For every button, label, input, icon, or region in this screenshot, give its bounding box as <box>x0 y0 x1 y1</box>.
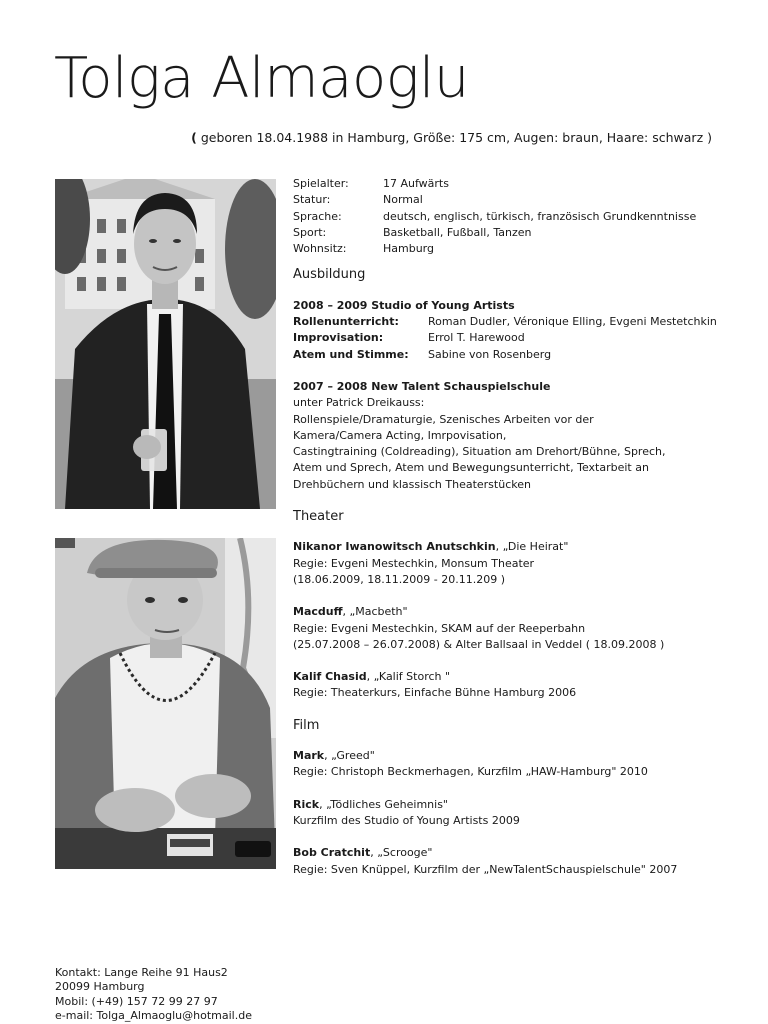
entry-line: (18.06.2009, 18.11.2009 - 20.11.209 ) <box>293 572 505 586</box>
entry-line: Regie: Christoph Beckmerhagen, Kurzfilm „HAW-Hamburg" 2010 <box>293 765 648 779</box>
role-name: Bob Cratchit <box>293 846 371 860</box>
theater-entry <box>293 604 723 653</box>
education-row <box>293 330 723 346</box>
role-name: Kalif Chasid <box>293 670 367 684</box>
info-row <box>293 192 723 208</box>
play-title: , „Macbeth" <box>342 605 408 619</box>
contact-address: Kontakt: Lange Reihe 91 Haus2 <box>55 966 228 979</box>
portrait-photo-cap <box>55 538 276 869</box>
section-heading-theater: Theater <box>293 509 344 525</box>
info-value: Normal <box>383 193 423 207</box>
education-title: 2008 – 2009 Studio of Young Artists <box>293 298 515 312</box>
entry-line: Regie: Theaterkurs, Einfache Bühne Hamburg 2006 <box>293 686 577 700</box>
cv-content <box>293 176 723 894</box>
education-value: Errol T. Harewood <box>428 331 525 345</box>
info-row <box>293 176 723 192</box>
info-label: Wohnsitz: <box>293 242 347 256</box>
film-title: , „Scrooge" <box>370 846 433 860</box>
info-value: Basketball, Fußball, Tanzen <box>383 225 532 239</box>
education-line: unter Patrick Dreikauss: <box>293 396 425 410</box>
education-row <box>293 347 723 363</box>
education-value: Roman Dudler, Véronique Elling, Evgeni Mestetchkin <box>428 315 717 329</box>
portrait-photo-suit <box>55 179 276 509</box>
info-row <box>293 209 723 225</box>
contact-city: 20099 Hamburg <box>55 980 145 994</box>
education-entry <box>293 379 723 493</box>
film-entry <box>293 797 723 830</box>
education-label: Improvisation: <box>293 331 384 345</box>
section-heading-film: Film <box>293 717 320 733</box>
contact-phone: Mobil: (+49) 157 72 99 27 97 <box>55 994 218 1008</box>
page-title: Tolga Almaoglu <box>54 46 469 111</box>
info-value: Hamburg <box>383 242 434 256</box>
role-name: Rick <box>293 797 320 811</box>
education-row <box>293 314 723 330</box>
education-line: Drehbüchern und klassisch Theaterstücken <box>293 477 531 491</box>
entry-line: Regie: Sven Knüppel, Kurzfilm der „NewTalentSchauspielschule" 2007 <box>293 862 678 876</box>
education-line: Rollenspiele/Dramaturgie, Szenisches Arbeiten vor der <box>293 412 594 426</box>
entry-line: Kurzfilm des Studio of Young Artists 2009 <box>293 813 520 827</box>
education-line: Atem und Sprech, Atem und Bewegungsunterricht, Textarbeit an <box>293 461 649 475</box>
entry-line: Regie: Evgeni Mestechkin, SKAM auf der Reeperbahn <box>293 621 586 635</box>
contact-info <box>55 966 252 1023</box>
film-entry <box>293 748 723 781</box>
info-row <box>293 225 723 241</box>
role-name: Macduff <box>293 605 343 619</box>
info-value: 17 Aufwärts <box>383 177 449 190</box>
entry-line: (25.07.2008 – 26.07.2008) & Alter Ballsaal in Veddel ( 18.09.2008 ) <box>293 637 665 651</box>
role-name: Mark <box>293 749 325 763</box>
info-value: deutsch, englisch, türkisch, französisch Grundkenntnisse <box>383 209 697 223</box>
role-name: Nikanor Iwanowitsch Anutschkin <box>293 540 496 554</box>
education-title: 2007 – 2008 New Talent Schauspielschule <box>293 379 551 393</box>
film-title: , „Greed" <box>324 749 375 763</box>
education-line: Kamera/Camera Acting, Imrpovisation, <box>293 428 507 442</box>
education-label: Rollenunterricht: <box>293 315 399 329</box>
film-title: , „Tödliches Geheimnis" <box>319 797 448 811</box>
info-label: Statur: <box>293 193 331 207</box>
education-value: Sabine von Rosenberg <box>428 347 552 361</box>
contact-email: e-mail: Tolga_Almaoglu@hotmail.de <box>55 1008 252 1022</box>
play-title: , „Die Heirat" <box>495 540 569 554</box>
info-label: Spielalter: <box>293 177 349 190</box>
birth-details: ( geboren 18.04.1988 in Hamburg, Größe: 175 cm, Augen: braun, Haare: schwarz ) <box>191 130 712 145</box>
play-title: , „Kalif Storch " <box>366 670 451 684</box>
section-heading-ausbildung: Ausbildung <box>293 267 366 283</box>
film-entry <box>293 845 723 878</box>
info-label: Sprache: <box>293 209 342 223</box>
theater-entry <box>293 539 723 588</box>
info-row <box>293 241 723 257</box>
education-entry <box>293 298 723 363</box>
personal-info <box>293 176 723 257</box>
education-label: Atem und Stimme: <box>293 347 409 361</box>
info-label: Sport: <box>293 225 327 239</box>
entry-line: Regie: Evgeni Mestechkin, Monsum Theater <box>293 556 535 570</box>
theater-entry <box>293 669 723 702</box>
education-line: Castingtraining (Coldreading), Situation am Drehort/Bühne, Sprech, <box>293 445 666 459</box>
